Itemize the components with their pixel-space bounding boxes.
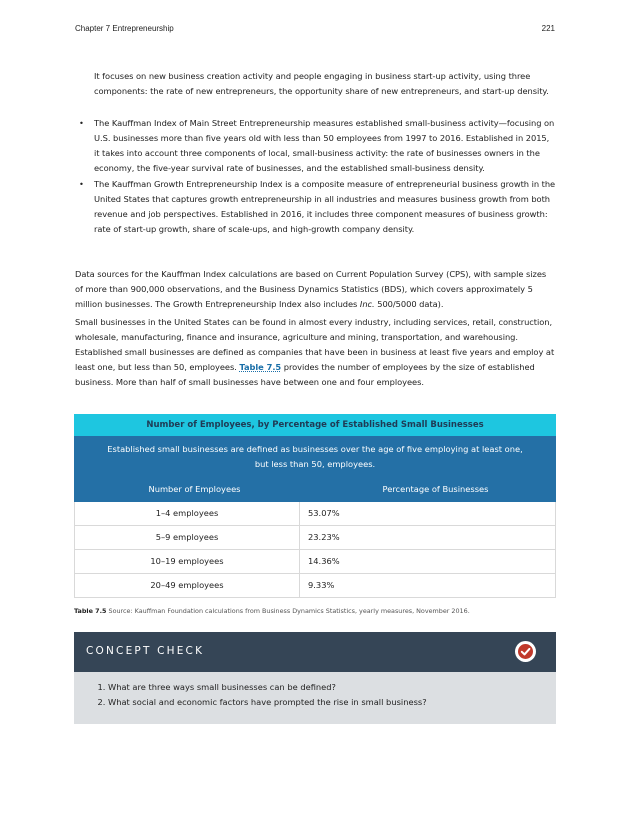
paragraph-data-sources bbox=[75, 267, 556, 312]
table-row bbox=[74, 502, 556, 526]
table-cell-percentage: 14.36% bbox=[300, 550, 556, 573]
question-list bbox=[92, 680, 556, 710]
concept-check-title: CONCEPT CHECK bbox=[86, 645, 205, 657]
table-header-row bbox=[74, 476, 556, 502]
table-cell-percentage: 9.33% bbox=[300, 574, 556, 597]
paragraph-text: provides the number of employees by the size of established business. More than half of small businesses have between one and four employees. bbox=[75, 362, 535, 387]
bullet-continuation: It focuses on new business creation activity and people engaging in business start-up activity, using three components: the rate of new entrepreneurs, the opportunity share of new entrepreneurs, and start-up density. bbox=[94, 71, 549, 96]
table-caption bbox=[74, 607, 556, 615]
table-row bbox=[74, 550, 556, 574]
paragraph-small-businesses bbox=[75, 315, 556, 390]
caption-label: Table 7.5 bbox=[74, 607, 107, 615]
table-row bbox=[74, 526, 556, 550]
question-item: 2. What social and economic factors have prompted the rise in small business? bbox=[108, 695, 556, 710]
concept-check-box bbox=[74, 632, 556, 724]
table-cell-employees: 1–4 employees bbox=[74, 502, 300, 525]
column-header: Number of Employees bbox=[148, 484, 241, 494]
table-row bbox=[74, 574, 556, 598]
table-cell-percentage: 53.07% bbox=[300, 502, 556, 525]
paragraph-text: Small businesses in the United States can be found in almost every industry, including services, retail, construction, wholesale, manufacturing, finance and insurance, agriculture and mining, transportation, and warehousing. Established small businesses are defined as companies that have been in business at least five years and employ at least one, but less than 50, employees. bbox=[75, 317, 555, 372]
checkmark-icon bbox=[515, 641, 536, 662]
table-subtitle: Established small businesses are defined as businesses over the age of five employing at least one, but less than 50, employees. bbox=[74, 436, 556, 476]
table-link[interactable]: Table 7.5 bbox=[239, 362, 282, 372]
table-cell-percentage: 23.23% bbox=[300, 526, 556, 549]
bullet-item: • The Kauffman Index of Main Street Entrepreneurship measures established small-business activity—focusing on U.S. businesses more than five years old with less than 50 employees from 1997 to 2016. Established in 2015, it takes into account three components of local, small-business activity: the rate of businesses owners in the economy, the five-year survival rate of businesses, and the established small-business density. bbox=[94, 116, 556, 176]
employees-table bbox=[74, 414, 556, 598]
question-item: 1. What are three ways small businesses can be defined? bbox=[108, 680, 556, 695]
bullet-list bbox=[94, 116, 556, 238]
chapter-title: Chapter 7 Entrepreneurship bbox=[75, 24, 174, 33]
bullet-item: • The Kauffman Growth Entrepreneurship Index is a composite measure of entrepreneurial business growth in the United States that captures growth entrepreneurship in all industries and measures business growth from both revenue and job perspectives. Established in 2016, it includes three component measures of business growth: rate of start-up growth, share of scale-ups, and high-growth company density. bbox=[94, 177, 556, 237]
concept-check-body bbox=[74, 672, 556, 724]
paragraph-text: 500/5000 data). bbox=[374, 299, 444, 309]
page-number: 221 bbox=[541, 24, 555, 33]
table-cell-employees: 5–9 employees bbox=[74, 526, 300, 549]
caption-text: Source: Kauffman Foundation calculations from Business Dynamics Statistics, yearly measures, November 2016. bbox=[106, 607, 470, 615]
italic-text: Inc. bbox=[359, 299, 375, 309]
column-header: Percentage of Businesses bbox=[382, 484, 489, 494]
paragraph-text: Data sources for the Kauffman Index calculations are based on Current Population Survey (CPS), with sample sizes of more than 900,000 observations, and the Business Dynamics Statistics (BDS), which covers approximately 5 million businesses. The Growth Entrepreneurship Index also includes bbox=[75, 269, 547, 309]
table-title: Number of Employees, by Percentage of Established Small Businesses bbox=[74, 414, 556, 436]
running-header bbox=[75, 24, 555, 33]
concept-check-header bbox=[74, 632, 556, 672]
table-cell-employees: 10–19 employees bbox=[74, 550, 300, 573]
table-cell-employees: 20–49 employees bbox=[74, 574, 300, 597]
